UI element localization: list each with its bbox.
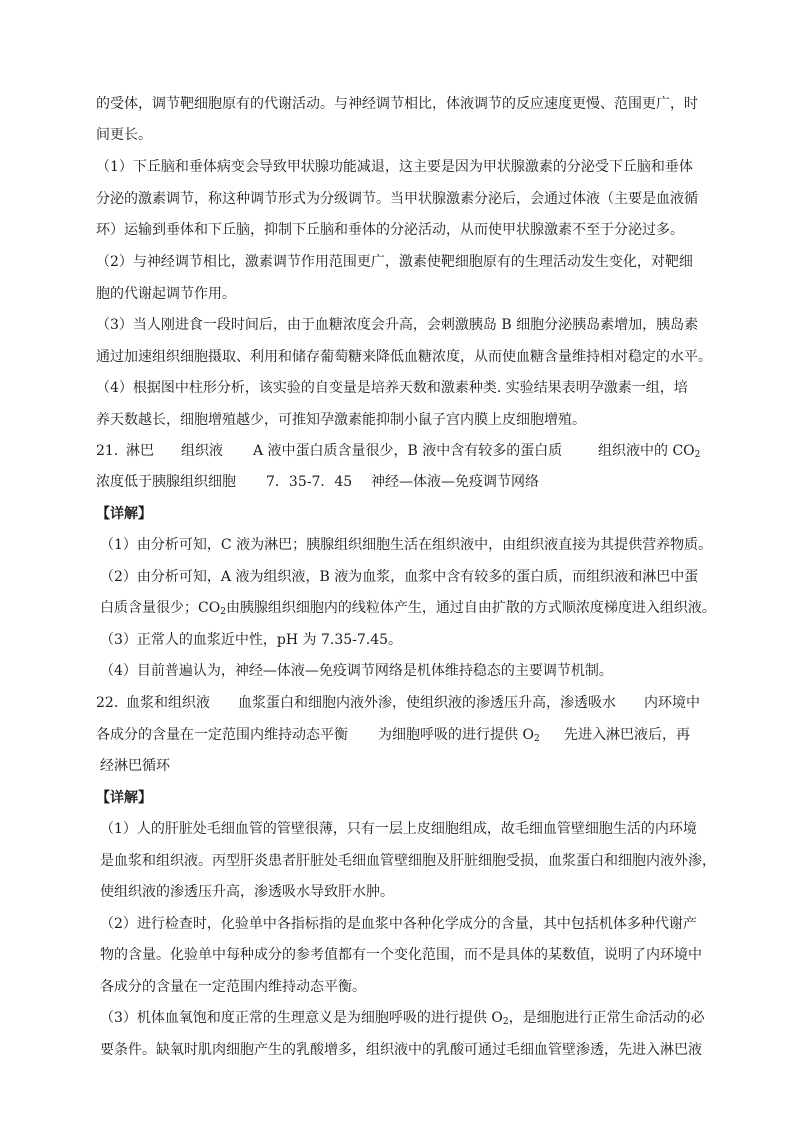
q22-answer-5-end: 经淋巴循环 — [100, 758, 170, 774]
q21-answer-2: 组织液 — [181, 443, 223, 459]
q22-answer-line-1 — [96, 693, 716, 713]
q21-answer-3: A 液中蛋白质含量很少，B 液中含有较多的蛋白质 — [253, 443, 563, 459]
q22-answer-3-start: 内环境中 — [644, 695, 700, 711]
q20-p1-line-1: （1）下丘脑和垂体病变会导致甲状腺功能减退，这主要是因为甲状腺激素的分泌受下丘脑和垂体 — [96, 159, 693, 175]
q21-answer-line-2 — [96, 472, 716, 492]
q22-number: 22． — [96, 695, 128, 711]
q22-detail-2-line-3: 各成分的含量在一定范围内维持动态平衡。 — [100, 979, 366, 995]
intro-line-2: 间更长。 — [96, 127, 152, 143]
q20-p4-line-1: （4）根据图中柱形分析，该实验的自变量是培养天数和激素种类. 实验结果表明孕激素一组，培 — [96, 380, 688, 396]
q21-detail-2-line-2: 白质含量很少；$CO_2$由胰腺组织细胞内的线粒体产生，通过自由扩散的方式顺浓度梯度进入组织液。 — [100, 600, 716, 617]
q22-answer-2: 血浆蛋白和细胞内液外渗，使组织液的渗透压升高，渗透吸水 — [238, 695, 616, 711]
q22-detail-1-line-2: 是血浆和组织液。丙型肝炎患者肝脏处毛细血管壁细胞及肝脏细胞受损，血浆蛋白和细胞内液外渗， — [100, 853, 716, 869]
q21-detail-2-line-1: （2）由分析可知，A 液为组织液，B 液为血浆，血浆中含有较多的蛋白质，而组织液和淋巴中蛋 — [100, 569, 699, 585]
q21-answer-4-start: 组织液中的 $CO_2$ — [598, 443, 701, 460]
q22-detail-3-line-1: （3）机体血氧饱和度正常的生理意义是为细胞呼吸的进行提供 $O_2$，是细胞进行正常生命活动的必 — [100, 1010, 705, 1027]
q21-answer-5: 7．35-7．45 — [266, 474, 353, 490]
q20-p3-line-1: （3）当人刚进食一段时间后，由于血糖浓度会升高，会刺激胰岛 B 细胞分泌胰岛素增加，胰岛素 — [96, 317, 699, 333]
q22-answer-4: 为细胞呼吸的进行提供 $O_2$ — [378, 727, 540, 744]
q20-p1-line-3: 环）运输到垂体和下丘脑，抑制下丘脑和垂体的分泌活动，从而使甲状腺激素不至于分泌过多。 — [96, 222, 684, 238]
q22-detail-2-line-2: 物的含量。化验单中每种成分的参考值都有一个变化范围，而不是具体的某数值，说明了内环境中 — [100, 947, 702, 963]
q22-answer-line-2 — [96, 725, 716, 745]
q22-answer-5-start: 先进入淋巴液后，再 — [564, 727, 690, 743]
q21-detail-4: （4）目前普遍认为，神经—体液—免疫调节网络是机体维持稳态的主要调节机制。 — [100, 663, 613, 679]
q20-p2-line-1: （2）与神经调节相比，激素调节作用范围更广，激素使靶细胞原有的生理活动发生变化，对靶细 — [96, 254, 693, 270]
q21-answer-6: 神经—体液—免疫调节网络 — [371, 474, 539, 490]
q20-p4-line-2: 养天数越长，细胞增殖越少，可推知孕激素能抑制小鼠子宫内膜上皮细胞增殖。 — [96, 412, 586, 428]
q21-number: 21． — [96, 443, 128, 459]
q21-answer-1: 淋巴 — [126, 443, 154, 459]
q22-detail-1-line-1: （1）人的肝脏处毛细血管的管壁很薄，只有一层上皮细胞组成，故毛细血管壁细胞生活的内环境 — [100, 821, 697, 837]
q21-detail-3: （3）正常人的血浆近中性，pH 为 7.35-7.45。 — [100, 632, 403, 648]
q21-detail-heading: 【详解】 — [96, 506, 152, 522]
q20-p1-line-2: 分泌的激素调节，称这种调节形式为分级调节。当甲状腺激素分泌后，会通过体液（主要是血液循 — [96, 191, 698, 207]
q21-answer-line-1 — [96, 441, 716, 461]
intro-line-1: 的受体，调节靶细胞原有的代谢活动。与神经调节相比，体液调节的反应速度更慢、范围更广，时 — [96, 96, 698, 112]
q20-p3-line-2: 通过加速组织细胞摄取、利用和储存葡萄糖来降低血糖浓度，从而使血糖含量维持相对稳定的水平。 — [96, 349, 712, 365]
q22-detail-3-line-2: 要条件。缺氧时肌肉细胞产生的乳酸增多，组织液中的乳酸可通过毛细血管壁渗透，先进入淋巴液 — [100, 1042, 702, 1058]
q21-answer-4-end: 浓度低于胰腺组织细胞 — [96, 474, 236, 490]
q22-detail-heading: 【详解】 — [96, 790, 152, 806]
q22-answer-1: 血浆和组织液 — [126, 695, 210, 711]
q20-p2-line-2: 胞的代谢起调节作用。 — [96, 286, 236, 302]
q22-detail-2-line-1: （2）进行检查时，化验单中各指标指的是血浆中各种化学成分的含量，其中包括机体多种代谢产 — [100, 916, 697, 932]
q22-detail-1-line-3: 使组织液的渗透压升高，渗透吸水导致肝水肿。 — [100, 884, 394, 900]
q22-answer-3-end: 各成分的含量在一定范围内维持动态平衡 — [96, 727, 348, 743]
q21-detail-1: （1）由分析可知，C 液为淋巴；胰腺组织细胞生活在组织液中，由组织液直接为其提供营养物质。 — [100, 537, 713, 553]
